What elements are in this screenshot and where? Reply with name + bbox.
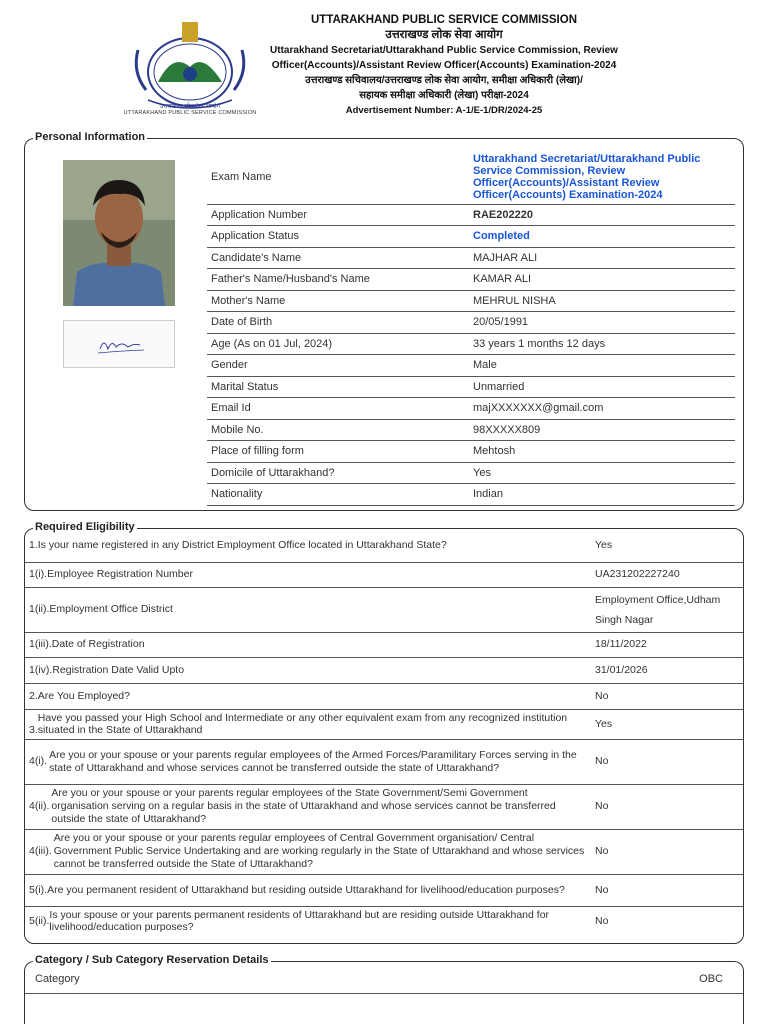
field-value: MEHRUL NISHA <box>469 290 735 312</box>
table-row <box>207 376 735 398</box>
question-text: Have you passed your High School and Intermediate or any other equivalent exam from any recognized institution situated in the State of Uttarakhand <box>37 711 568 736</box>
answer-value: No <box>591 874 743 906</box>
field-label: Application Number <box>207 204 469 226</box>
exam-title-hindi-line2: सहायक समीक्षा अधिकारी (लेखा) परीक्षा-2024 <box>359 90 529 101</box>
category-value: OBC <box>699 973 723 985</box>
answer-value: No <box>591 739 743 784</box>
section-legend: Required Eligibility <box>35 521 135 533</box>
category-reservation-section <box>24 954 744 1024</box>
question-text: Are you permanent resident of Uttarakhand but residing outside Uttarakhand for livelihood/education purposes? <box>47 883 565 896</box>
commission-name-hindi: उत्तराखण्ड लोक सेवा आयोग <box>385 29 503 41</box>
field-value: Indian <box>469 484 735 506</box>
field-label: Mother's Name <box>207 290 469 312</box>
table-row <box>207 312 735 334</box>
answer-value: No <box>595 915 609 927</box>
field-value: Unmarried <box>469 376 735 398</box>
field-value: 98XXXXX809 <box>469 419 735 441</box>
table-row <box>207 462 735 484</box>
table-row <box>25 683 743 709</box>
table-row <box>25 632 743 657</box>
commission-emblem-logo <box>128 12 252 120</box>
field-label: Application Status <box>207 226 469 248</box>
field-label: Nationality <box>207 484 469 506</box>
field-label: Marital Status <box>207 376 469 398</box>
table-row <box>25 739 743 784</box>
table-row <box>207 419 735 441</box>
logo-motto: उत्तराखण्ड लोकसेवा आयोग <box>160 103 220 110</box>
personal-information-section <box>24 131 744 511</box>
exam-name-value: Uttarakhand Secretariat/Uttarakhand Public Service Commission, Review Officer(Accounts)/Assistant Review Officer(Accounts) Examination-2024 <box>469 151 735 204</box>
question-text: Are you or your spouse or your parents regular employees of the Armed Forces/Paramilitary Forces serving in the state of Uttarakhand and whose services cannot be transferred outside the state of Uttarakhand? <box>49 748 577 774</box>
field-value: Male <box>469 355 735 377</box>
table-row <box>25 874 743 906</box>
category-label: Category <box>35 973 80 985</box>
table-row <box>25 966 743 994</box>
answer-value: Employment Office,Udham Singh Nagar <box>591 587 743 632</box>
table-row <box>207 398 735 420</box>
answer-value: No <box>591 829 743 874</box>
question-text: Is your spouse or your parents permanent residents of Uttarakhand but are residing outside Uttarakhand for livelihood/education purposes? <box>49 908 550 934</box>
question-number: 4(iii). <box>29 845 52 858</box>
field-value: Mehtosh <box>469 441 735 463</box>
question-cell <box>25 874 591 906</box>
question-cell <box>25 784 591 829</box>
table-row <box>207 333 735 355</box>
question-number: 5(ii). <box>29 915 50 927</box>
question-text: 1(iii).Date of Registration <box>25 632 591 657</box>
question-text: 1.Is your name registered in any District Employment Office located in Uttarakhand State? <box>25 529 591 562</box>
question-cell <box>25 906 591 936</box>
answer-value: 18/11/2022 <box>591 632 743 657</box>
field-label: Mobile No. <box>207 419 469 441</box>
table-row <box>25 829 743 874</box>
field-label: Place of filling form <box>207 441 469 463</box>
personal-details-table <box>207 151 735 506</box>
application-status-value: Completed <box>469 226 735 248</box>
question-cell <box>25 709 591 739</box>
advertisement-number: Advertisement Number: A-1/E-1/DR/2024-25 <box>345 105 543 116</box>
question-number: 3. <box>29 724 38 736</box>
table-row <box>207 484 735 506</box>
field-value: majXXXXXXX@gmail.com <box>469 398 735 420</box>
eligibility-table <box>25 529 743 936</box>
field-value: 20/05/1991 <box>469 312 735 334</box>
question-number: 5(i). <box>29 883 48 896</box>
field-label: Gender <box>207 355 469 377</box>
question-text: Are you or your spouse or your parents regular employees of the State Government/Semi Government organisation serving on a regular basis in the state of Uttarakhand and whose services cannot be transferred outside the state of Uttarakhand? <box>51 787 556 825</box>
question-text: 1(ii).Employment Office District <box>25 587 591 632</box>
field-value: MAJHAR ALI <box>469 247 735 269</box>
exam-title-line1: Uttarakhand Secretariat/Uttarakhand Public Service Commission, Review <box>270 45 618 56</box>
table-row <box>207 226 735 248</box>
field-label: Exam Name <box>207 151 469 204</box>
answer-value: Yes <box>591 709 743 739</box>
question-text: Are you or your spouse or your parents regular employees of Central Government organisation/ Central Government Public Service Undertaking and are working regularly in the State of Uttarakhand and whose services cannot be transferred outside the State of Uttarakhand? <box>53 832 585 870</box>
table-row <box>25 657 743 683</box>
table-row <box>207 269 735 291</box>
field-label: Age (As on 01 Jul, 2024) <box>207 333 469 355</box>
candidate-photo <box>63 160 175 306</box>
table-row <box>25 709 743 739</box>
exam-title-hindi-line1: उत्तराखण्ड सचिवालय/उत्तराखण्ड लोक सेवा आयोग, समीक्षा अधिकारी (लेखा)/ <box>305 75 583 86</box>
table-row <box>207 355 735 377</box>
question-cell <box>25 829 591 874</box>
field-label: Domicile of Uttarakhand? <box>207 462 469 484</box>
commission-name: UTTARAKHAND PUBLIC SERVICE COMMISSION <box>311 14 577 26</box>
candidate-signature <box>63 320 175 368</box>
table-row <box>207 441 735 463</box>
table-row <box>25 906 743 936</box>
field-label: Date of Birth <box>207 312 469 334</box>
table-row <box>25 587 743 632</box>
answer-value: Yes <box>591 529 743 562</box>
section-legend: Category / Sub Category Reservation Details <box>35 954 269 966</box>
question-cell <box>25 739 591 784</box>
required-eligibility-section <box>24 521 744 944</box>
exam-title-line2: Officer(Accounts)/Assistant Review Officer(Accounts) Examination-2024 <box>271 60 617 71</box>
field-value: KAMAR ALI <box>469 269 735 291</box>
question-text: 2.Are You Employed? <box>25 683 591 709</box>
answer-value: 31/01/2026 <box>591 657 743 683</box>
header-text <box>244 13 644 118</box>
question-text: 1(iv).Registration Date Valid Upto <box>25 657 591 683</box>
field-label: Father's Name/Husband's Name <box>207 269 469 291</box>
table-row <box>25 562 743 587</box>
field-value: Yes <box>469 462 735 484</box>
field-value: 33 years 1 months 12 days <box>469 333 735 355</box>
table-row <box>25 529 743 562</box>
question-number: 4(ii). <box>29 800 50 813</box>
table-row <box>207 151 735 204</box>
answer-value: No <box>591 784 743 829</box>
table-row <box>207 290 735 312</box>
page-header <box>0 10 768 120</box>
table-row <box>207 204 735 226</box>
question-number: 4(i). <box>29 755 48 768</box>
question-text: 1(i).Employee Registration Number <box>25 562 591 587</box>
answer-value: UA231202227240 <box>591 562 743 587</box>
field-label: Email Id <box>207 398 469 420</box>
answer-value: No <box>591 683 743 709</box>
table-row <box>207 247 735 269</box>
field-label: Candidate's Name <box>207 247 469 269</box>
application-number-value: RAE202220 <box>469 204 735 226</box>
section-legend: Personal Information <box>35 131 146 143</box>
table-row <box>25 784 743 829</box>
logo-caption: UTTARAKHAND PUBLIC SERVICE COMMISSION <box>123 110 257 116</box>
